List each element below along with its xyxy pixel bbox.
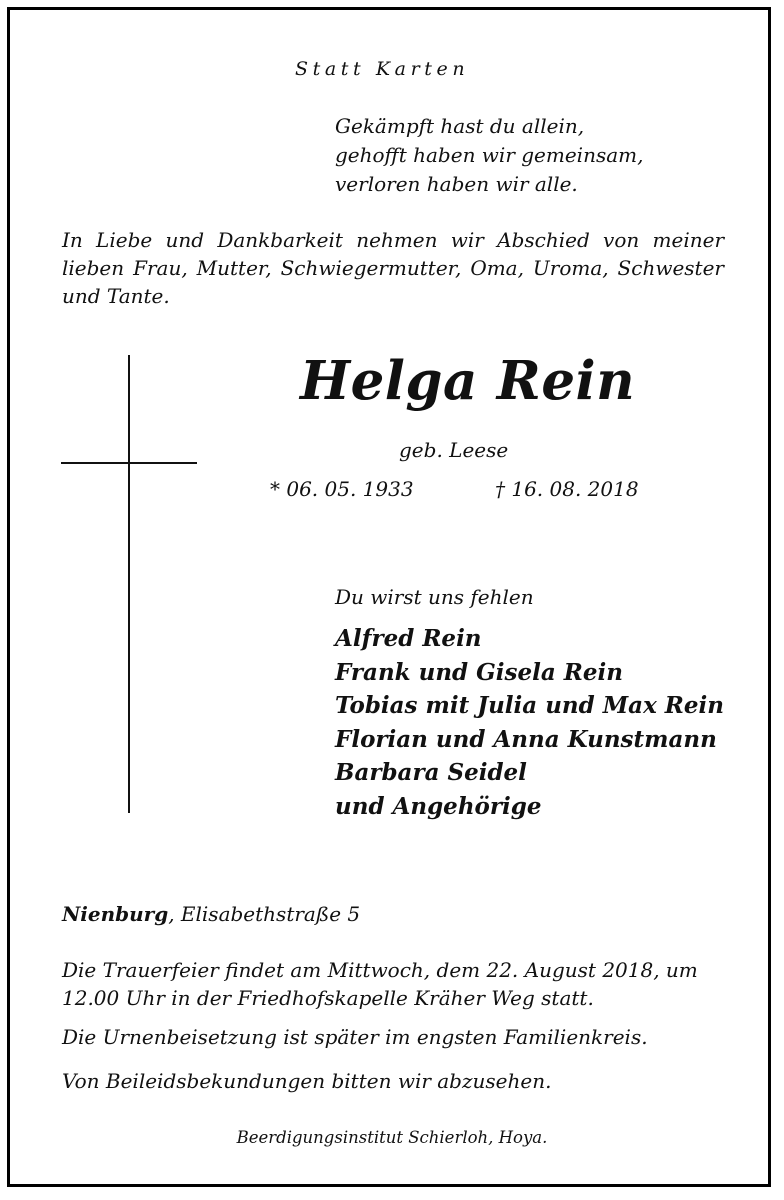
urn-notice: Die Urnenbeisetzung ist später im engsten Familienkreis. [62, 1025, 648, 1049]
maiden-name: geb. Leese [399, 438, 509, 462]
mourner: Barbara Seidel [335, 759, 527, 786]
mourner: und Angehörige [335, 792, 542, 820]
mourner: Florian und Anna Kunstmann [335, 725, 717, 753]
address-street: , Elisabethstraße 5 [168, 902, 361, 926]
verse-line: gehofft haben wir gemeinsam, [335, 143, 644, 167]
address [62, 902, 360, 926]
undertaker: Beerdigungsinstitut Schierloh, Hoya. [236, 1128, 548, 1147]
cross-icon-vertical [128, 355, 130, 813]
funeral-notice: Die Trauerfeier findet am Mittwoch, dem 22. August 2018, um 12.00 Uhr in der Friedhofskapelle Kräher Weg statt. [62, 958, 698, 1010]
header-statt-karten: Statt Karten [295, 58, 470, 80]
mourner: Alfred Rein [335, 625, 482, 652]
deceased-name: Helga Rein [300, 350, 636, 412]
verse [335, 112, 643, 199]
mourner: Tobias mit Julia und Max Rein [335, 692, 725, 719]
intro-text: In Liebe und Dankbarkeit nehmen wir Abschied von meiner lieben Frau, Mutter, Schwiegermutter, Oma, Uroma, Schwester und Tante. [62, 228, 724, 308]
death-date: † 16. 08. 2018 [495, 477, 639, 501]
condolence-notice: Von Beileidsbekundungen bitten wir abzusehen. [62, 1069, 552, 1093]
address-city: Nienburg [62, 902, 169, 926]
mourners-list [335, 622, 724, 823]
mourner: Frank und Gisela Rein [335, 658, 623, 686]
cross-icon-horizontal [61, 462, 197, 464]
closing-line: Du wirst uns fehlen [335, 585, 534, 609]
verse-line: verloren haben wir alle. [335, 172, 578, 196]
verse-line: Gekämpft hast du allein, [335, 114, 585, 138]
birth-date: * 06. 05. 1933 [270, 477, 414, 501]
